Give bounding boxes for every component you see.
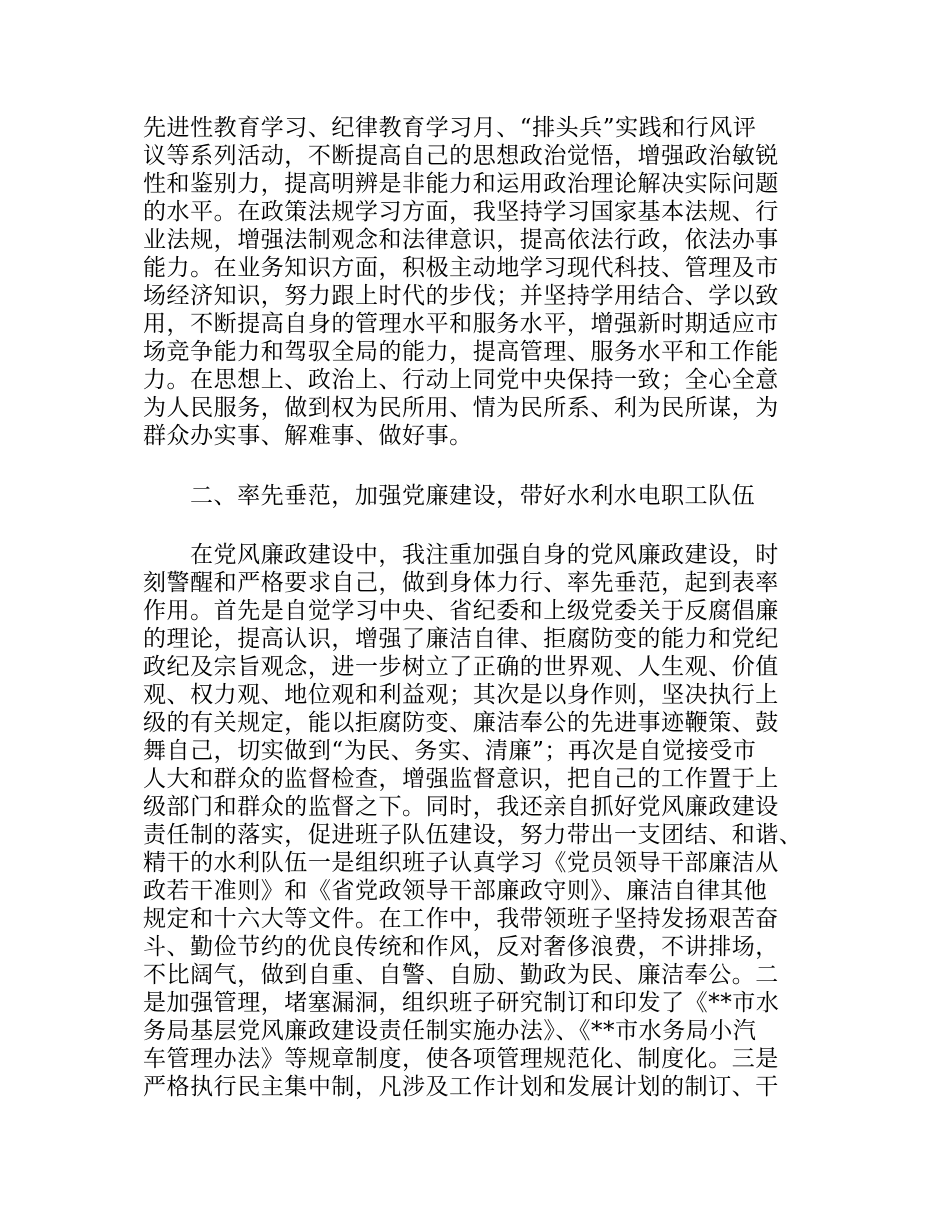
text-line: 用，不断提高自身的管理水平和服务水平，增强新时期适应市: [143, 311, 779, 337]
text-line: 不比阔气，做到自重、自警、自励、勤政为民、廉洁奉公。二: [143, 962, 779, 988]
text-line: 能力。在业务知识方面，积极主动地学习现代科技、管理及市: [143, 255, 779, 281]
text-line: 刻警醒和严格要求自己，做到身体力行、率先垂范，起到表率: [143, 570, 779, 596]
text-line: 在党风廉政建设中，我注重加强自身的党风廉政建设，时: [190, 542, 779, 568]
text-line: 舞自己，切实做到“为民、务实、清廉”；再次是自觉接受市: [143, 738, 757, 764]
text-line: 场经济知识，努力跟上时代的步伐；并坚持学用结合、学以致: [143, 283, 779, 309]
text-line: 议等系列活动，不断提高自己的思想政治觉悟，增强政治敏锐: [143, 143, 779, 169]
text-line: 斗、勤俭节约的优良传统和作风，反对奢侈浪费，不讲排场，: [143, 934, 779, 960]
text-line: 政若干准则》和《省党政领导干部廉政守则》、廉洁自律其他: [143, 878, 768, 904]
text-line: 级的有关规定，能以拒腐防变、廉洁奉公的先进事迹鞭策、鼓: [143, 710, 779, 736]
text-line: 的水平。在政策法规学习方面，我坚持学习国家基本法规、行: [143, 199, 779, 225]
text-line: 人大和群众的监督检查，增强监督意识，把自己的工作置于上: [143, 766, 779, 792]
text-line: 先进性教育学习、纪律教育学习月、“排头兵”实践和行风评: [143, 115, 757, 141]
text-line: 严格执行民主集中制，凡涉及工作计划和发展计划的制订、干: [143, 1074, 779, 1100]
text-line: 观、权力观、地位观和利益观；其次是以身作则，坚决执行上: [143, 682, 779, 708]
text-line: 是加强管理，堵塞漏洞，组织班子研究制订和印发了《**市水: [143, 990, 780, 1016]
text-line: 规定和十六大等文件。在工作中，我带领班子坚持发扬艰苦奋: [143, 906, 779, 932]
section-heading: 二、率先垂范，加强党廉建设，带好水利水电职工队伍: [190, 483, 756, 509]
text-line: 场竞争能力和驾驭全局的能力，提高管理、服务水平和工作能: [143, 339, 779, 365]
text-line: 级部门和群众的监督之下。同时，我还亲自抓好党风廉政建设: [143, 794, 779, 820]
text-line: 为人民服务，做到权为民所用、情为民所系、利为民所谋，为: [143, 395, 779, 421]
text-line: 力。在思想上、政治上、行动上同党中央保持一致；全心全意: [143, 367, 779, 393]
text-line: 的理论，提高认识，增强了廉洁自律、拒腐防变的能力和党纪: [143, 626, 779, 652]
text-line: 业法规，增强法制观念和法律意识，提高依法行政，依法办事: [143, 227, 779, 253]
text-line: 车管理办法》等规章制度，使各项管理规范化、制度化。三是: [143, 1046, 779, 1072]
text-line: 作用。首先是自觉学习中央、省纪委和上级党委关于反腐倡廉: [143, 598, 779, 624]
text-line: 群众办实事、解难事、做好事。: [143, 423, 473, 449]
text-line: 政纪及宗旨观念，进一步树立了正确的世界观、人生观、价值: [143, 654, 779, 680]
text-line: 务局基层党风廉政建设责任制实施办法》、《**市水务局小汽: [143, 1018, 757, 1044]
text-line: 精干的水利队伍一是组织班子认真学习《党员领导干部廉洁从: [143, 850, 779, 876]
text-line: 责任制的落实，促进班子队伍建设，努力带出一支团结、和谐、: [143, 822, 803, 848]
text-line: 性和鉴别力，提高明辨是非能力和运用政治理论解决实际问题: [143, 171, 779, 197]
